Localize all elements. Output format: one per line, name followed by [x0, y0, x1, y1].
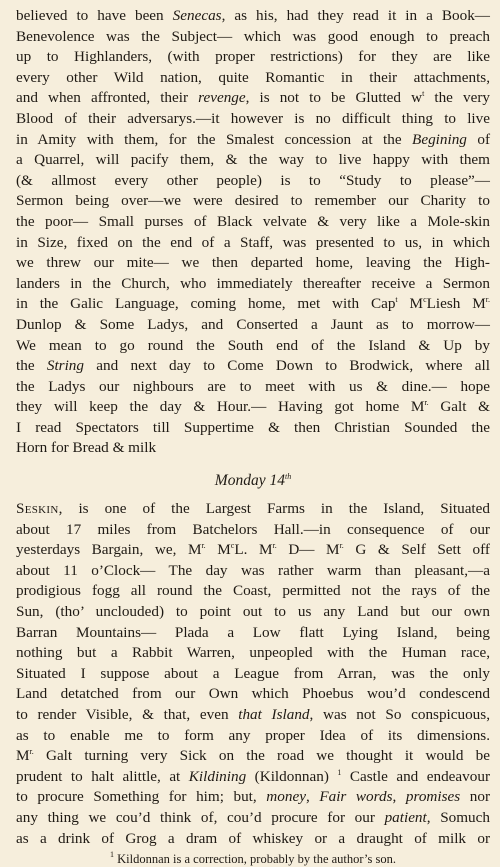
text-line: a Quarrel, will pacify them, & the way to live happy with them [16, 151, 490, 169]
text-line: Horn for Bread & milk [16, 439, 157, 457]
text-line: $M^{r.}$ Galt turning very Sick on the road we thought it would be [16, 747, 490, 765]
italic-text: Begining [412, 130, 467, 148]
small-caps-text: Seskin [16, 500, 59, 518]
text-line: Benevolence was the Subject— which was good enough to preach [16, 27, 490, 45]
italic-text: that Island [238, 706, 310, 723]
superscript: 1 [337, 767, 342, 777]
text-line: and when affronted, their revenge, is not to be Glutted $w^t$ the very [16, 89, 490, 107]
text-line: believed to have been Senecas, as his, had they read it in a Book— [16, 7, 490, 24]
text-line: up to Highlanders, (with proper restrictions) for they are like [16, 48, 490, 66]
text-line: about 11 o’Clock— The day was rather warm than pleasant,—a [16, 561, 490, 579]
superscript: r. [272, 541, 277, 551]
italic-text: patient [384, 808, 427, 826]
text-line: landers in the Church, who immediately thereafter receive a Sermon [16, 274, 490, 292]
text-line: every other Wild nation, quite Romantic in their attachments, [16, 68, 490, 86]
text-line: yesterdays Bargain, we, $M^{r.}$ $M^cL$. $M^{r.}$ D— $M^{r.}$ G & Self Sett off [16, 541, 490, 559]
text-line: the poor— Small purses of Black velvate & very like a Mole-skin [16, 212, 490, 230]
italic-text: revenge [198, 89, 246, 107]
text-line: the Ladys our nighbours are to meet with us & dine.— hope [16, 377, 490, 395]
text-line: about 17 miles from Batchelors Hall.—in consequence of our [16, 520, 490, 538]
text-line: as a drink of Grog a dram of whiskey or a draught of milk or [16, 829, 490, 847]
text-line: to render Visible, & that, even that Island, was not So conspicuous, [16, 706, 490, 723]
text-line: as to enable me to form any proper Idea of its dimensions. [16, 726, 490, 744]
footnote-text: Kildonnan is a correction, probably by the author’s son. [113, 852, 396, 867]
text-line: in Size, fixed on the end of a Staff, was presented to us, in which [16, 233, 490, 251]
superscript: r. [485, 295, 490, 305]
text-line: in Amity with them, for the Smalest concession at the Begining of [16, 130, 490, 148]
text-line: prudent to halt alittle, at Kildining (Kildonnan) $^1$ Castle and endeavour [16, 767, 491, 785]
italic-text: Kildining [188, 767, 247, 785]
text-line: Sun, (tho’ unclouded) to point out to us any Land but our own [16, 603, 490, 621]
superscript: r. [339, 541, 344, 551]
heading-superscript: th [284, 472, 292, 482]
text-line: I read Spectators till Suppertime & then Christian Sounded the [16, 418, 490, 436]
italic-text: String [46, 357, 84, 375]
text-line: Sermon being over—we were desired to remember our Charity to [16, 192, 490, 210]
text-line: any thing we cou’d think of, cou’d procure for our patient, Somuch [16, 808, 490, 826]
text-line: Seskin, is one of the Largest Farms in the Island, Situated [16, 500, 490, 518]
text-line: they will keep the day & Hour.— Having got home $M^{r.}$ Galt & [16, 398, 490, 416]
italic-text: Fair words [319, 788, 393, 806]
italic-text: Senecas [172, 7, 222, 24]
text-line: in the Galic Language, coming home, met with Cap$^t$ $M^cLiesh$ $M^{r.}$ [16, 295, 490, 313]
italic-text: money [266, 788, 306, 806]
heading-text: Monday 14 [214, 472, 285, 490]
text-line: (& allmost every other people) is to “Study to please”— [16, 171, 490, 189]
text-line: Situated I suppose about a League from Arran, was the only [16, 664, 490, 682]
superscript: c [423, 295, 427, 305]
text-line: prodigious fogg all round the Coast, permitted not the rays of the [16, 582, 490, 600]
text-line: Land detatched from our Own which Phoebus wou’d condescend [16, 685, 490, 703]
italic-text: promises [405, 788, 461, 806]
superscript: t [395, 295, 398, 305]
superscript: r. [29, 747, 34, 757]
text-line: Dunlop & Some Ladys, and Conserted a Jaunt as to morrow— [16, 315, 490, 333]
footnote-marker: 1 [109, 850, 114, 860]
paragraph-2 [16, 499, 490, 849]
superscript: r. [201, 541, 206, 551]
footnote [16, 851, 490, 867]
text-line: Barran Mountains— Plada a Low flatt Lying Island, being [16, 623, 490, 641]
superscript: r. [424, 398, 429, 408]
superscript: c [230, 541, 235, 551]
text-line: Blood of their adversarys.—it however is no difficult thing to live [16, 109, 490, 127]
superscript: t [422, 89, 425, 99]
paragraph-1 [16, 6, 490, 459]
text-line: the String and next day to Come Down to Brodwick, where all [16, 357, 490, 375]
text-line: nothing but a Rabbit Warren, unpeopled with the Human race, [16, 644, 490, 662]
day-heading [16, 471, 490, 491]
text-line: to procure Something for him; but, money, Fair words, promises nor [16, 788, 491, 806]
text-line: we threw our mite— we then departed home, leaving the High- [16, 254, 490, 272]
text-line: We mean to go round the South end of the Island & Up by [16, 336, 490, 354]
